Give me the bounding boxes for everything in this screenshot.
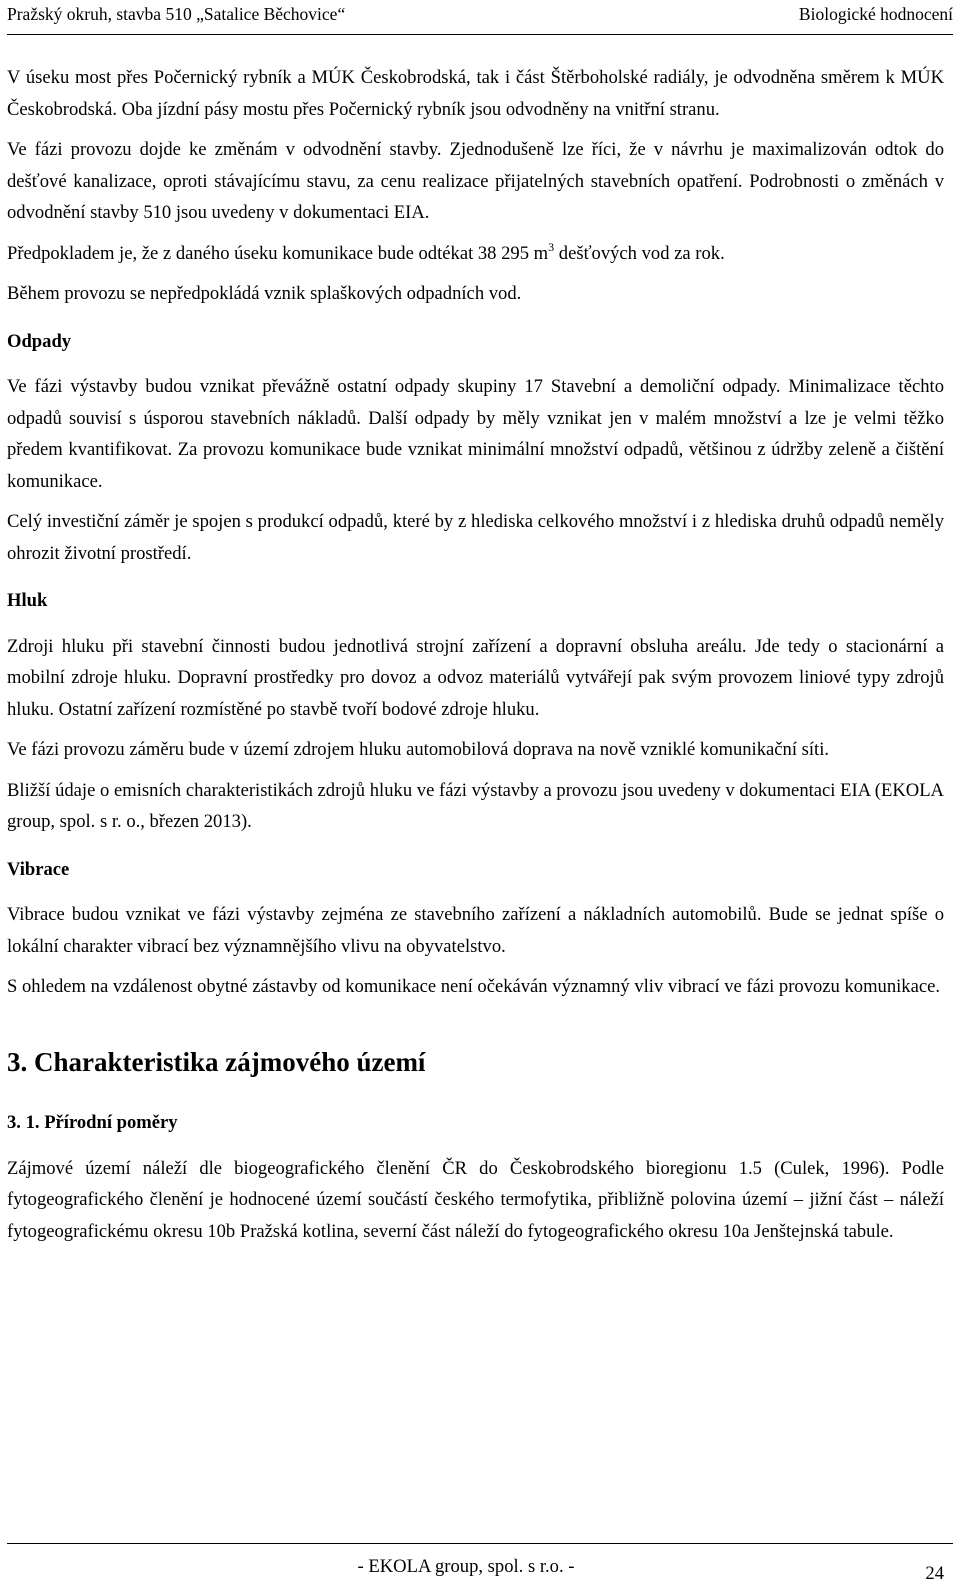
rainwater-volume-paragraph [7, 238, 944, 270]
page-content [7, 62, 944, 1256]
page-header [7, 0, 953, 35]
hluk-paragraph-1: Zdroji hluku při stavební činnosti budou jednotlivá strojní zařízení a dopravní obsluha areálu. Jde tedy o stacionární a mobilní zdroje hluku. Dopravní prostředky pro dovoz a odvoz materiálů vytvářejí pak svým provozem liniové typy zdrojů hluku. Ostatní zařízení rozmístěné po stavbě tvoří bodové zdroje hluku. [7, 635, 944, 720]
vibrace-paragraph-1: Vibrace budou vznikat ve fázi výstavby zejména ze stavebního zařízení a nákladních automobilů. Bude se jednat spíše o lokální charakter vibrací bez významnějšího vlivu na obyvatelstvo. [7, 904, 944, 957]
cubic-superscript: 3 [548, 239, 555, 254]
header-document-type: Biologické hodnocení [798, 4, 953, 24]
drainage-paragraph: V úseku most přes Počernický rybník a MÚK Českobrodská, tak i část Štěrboholské radiály, je odvodněna směrem k MÚK Českobrodská. Oba jízdní pásy mostu přes Počernický rybník jsou odvodněny na vnitřní stranu. [7, 67, 944, 120]
rainwater-text-after: dešťových vod za rok. [554, 242, 725, 264]
page-number: 24 [925, 1563, 944, 1584]
rainwater-text-before: Předpokladem je, že z daného úseku komunikace bude odtékat 38 295 m [7, 242, 549, 264]
odpady-paragraph-2: Celý investiční záměr je spojen s produkcí odpadů, které by z hlediska celkového množství i z hlediska druhů odpadů neměly ohrozit životní prostředí. [7, 511, 944, 564]
section-3-1-paragraph: Zájmové území náleží dle biogeografického členění ČR do Českobrodského bioregionu 1.5 (Culek, 1996). Podle fytogeografického členění je hodnocené území součástí českého termofytika, přibližně polovina území – jižní část – náleží fytogeografickému okresu 10b Pražská kotlina, severní část náleží do fytogeografického okresu 10a Jenštejnská tabule. [7, 1157, 944, 1242]
section-3-1-heading: 3. 1. Přírodní poměry [7, 1111, 178, 1133]
hluk-paragraph-3: Bližší údaje o emisních charakteristikách zdrojů hluku ve fázi výstavby a provozu jsou uvedeny v dokumentaci EIA (EKOLA group, spol. s r. o., březen 2013). [7, 779, 944, 832]
footer-company: - EKOLA group, spol. s r.o. - [357, 1556, 575, 1577]
footer-divider [7, 1543, 953, 1544]
sewage-paragraph: Během provozu se nepředpokládá vznik splaškových odpadních vod. [7, 283, 522, 304]
hluk-heading: Hluk [7, 590, 48, 611]
drainage-operation-paragraph: Ve fázi provozu dojde ke změnám v odvodnění stavby. Zjednodušeně lze říci, že v návrhu je maximalizován odtok do dešťové kanalizace, oproti stávajícímu stavu, za cenu realizace přijatelných stavebních opatření. Podrobnosti o změnách v odvodnění stavby 510 jsou uvedeny v dokumentaci EIA. [7, 139, 944, 223]
odpady-heading: Odpady [7, 330, 72, 352]
section-3-heading: 3. Charakteristika zájmového území [7, 1046, 426, 1077]
odpady-paragraph-1: Ve fázi výstavby budou vznikat převážně ostatní odpady skupiny 17 Stavební a demoliční odpady. Minimalizace těchto odpadů souvisí s úsporou stavebních nákladů. Další odpady by měly vznikat jen v malém množství a lze je velmi těžko předem kvantifikovat. Za provozu komunikace bude vznikat minimální množství odpadů, většinou z údržby zeleně a čištění komunikace. [7, 376, 944, 492]
vibrace-paragraph-2: S ohledem na vzdálenost obytné zástavby od komunikace není očekáván významný vliv vibrací ve fázi provozu komunikace. [7, 976, 941, 997]
header-project-title: Pražský okruh, stavba 510 „Satalice Běchovice“ [7, 4, 346, 24]
vibrace-heading: Vibrace [7, 858, 70, 880]
hluk-paragraph-2: Ve fázi provozu záměru bude v území zdrojem hluku automobilová doprava na nově vzniklé komunikační síti. [7, 739, 830, 760]
